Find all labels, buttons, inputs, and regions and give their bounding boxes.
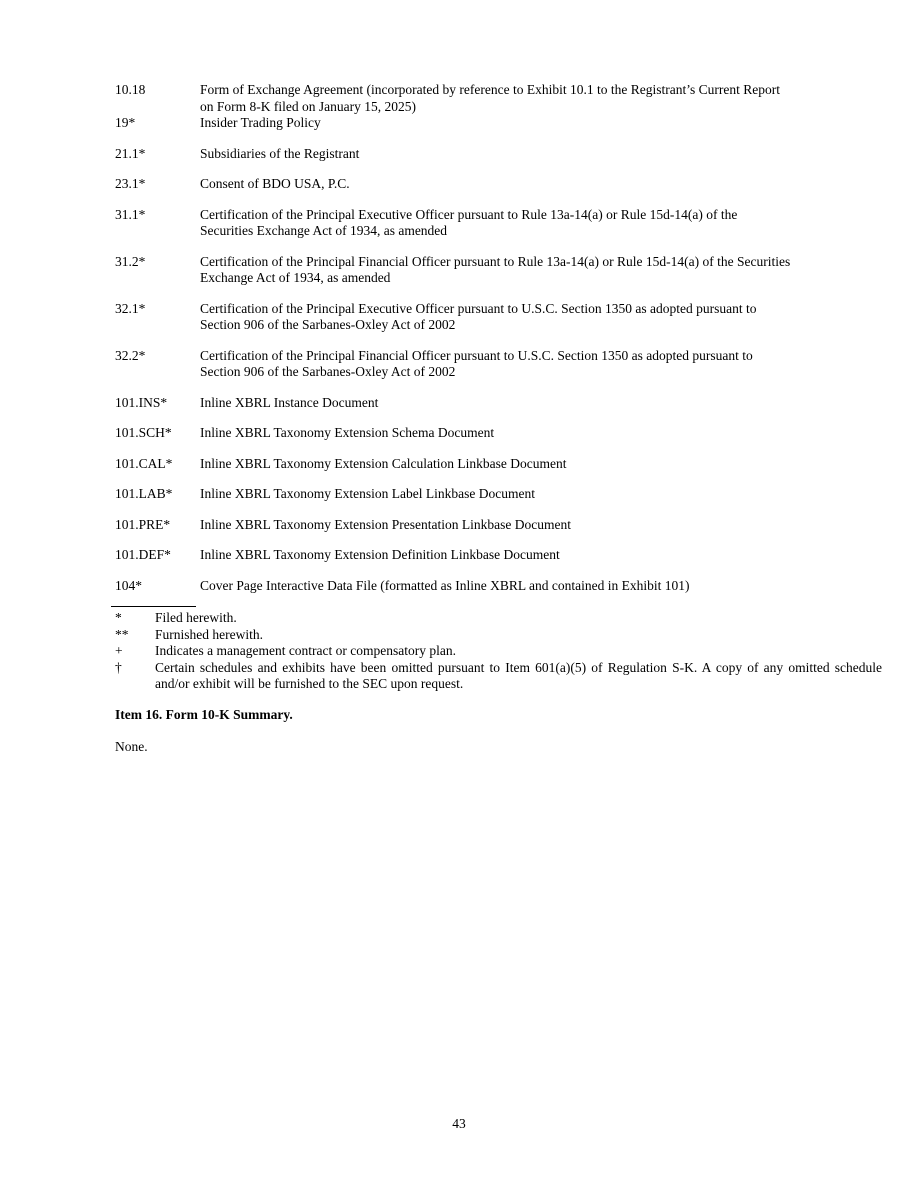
page-number: 43	[452, 1116, 466, 1131]
exhibit-number: 32.2*	[115, 347, 146, 363]
exhibit-number: 23.1*	[115, 176, 146, 191]
exhibit-row	[115, 547, 882, 564]
exhibit-row	[115, 115, 882, 132]
exhibit-number: 101.SCH*	[115, 425, 172, 440]
exhibit-row	[115, 578, 882, 595]
exhibit-number: 19*	[115, 115, 136, 130]
exhibit-list	[115, 82, 882, 594]
exhibit-description: Certification of the Principal Financial Officer pursuant to U.S.C. Section 1350 as adopted pursuant to Section 906 of the Sarbanes-Oxley Act of 2002	[200, 347, 753, 379]
exhibit-description: Inline XBRL Taxonomy Extension Schema Document	[200, 425, 495, 440]
exhibit-description: Inline XBRL Taxonomy Extension Definition Linkbase Document	[200, 547, 560, 562]
footnote-row	[115, 610, 882, 627]
exhibit-description: Certification of the Principal Executive Officer pursuant to U.S.C. Section 1350 as adopted pursuant to Section 906 of the Sarbanes-Oxley Act of 2002	[200, 300, 757, 332]
footnote-row	[115, 660, 882, 693]
exhibit-description: Form of Exchange Agreement (incorporated by reference to Exhibit 10.1 to the Registrant’s Current Report on Form 8-K filed on January 15, 2025)	[200, 82, 780, 114]
footnote-symbol: †	[115, 659, 122, 675]
footnote-symbol: **	[115, 626, 129, 642]
footnotes-section	[115, 607, 882, 693]
exhibit-row	[115, 395, 882, 412]
item16-body: None.	[115, 739, 148, 754]
exhibit-number: 31.1*	[115, 206, 146, 222]
footnote-text: Furnished herewith.	[155, 626, 263, 642]
exhibit-row	[115, 254, 882, 287]
exhibit-number: 101.LAB*	[115, 486, 173, 501]
footnote-symbol: *	[115, 610, 122, 625]
exhibit-row	[115, 456, 882, 473]
exhibit-number: 101.INS*	[115, 394, 168, 410]
exhibit-number: 32.1*	[115, 300, 146, 316]
item16-heading: Item 16. Form 10-K Summary.	[115, 706, 293, 722]
exhibit-description: Insider Trading Policy	[200, 115, 321, 130]
exhibit-row	[115, 348, 882, 381]
footnote-text: Indicates a management contract or compensatory plan.	[155, 643, 457, 658]
exhibit-number: 101.PRE*	[115, 516, 171, 532]
exhibit-row	[115, 517, 882, 534]
exhibit-description: Cover Page Interactive Data File (formatted as Inline XBRL and contained in Exhibit 101)	[200, 577, 690, 593]
exhibit-row	[115, 207, 882, 240]
exhibit-description: Subsidiaries of the Registrant	[200, 145, 360, 161]
exhibit-row	[115, 425, 882, 442]
exhibit-description: Consent of BDO USA, P.C.	[200, 176, 350, 191]
exhibit-row	[115, 301, 882, 334]
exhibit-number: 101.DEF*	[115, 547, 171, 562]
exhibit-number: 104*	[115, 577, 142, 593]
footnote-row	[115, 627, 882, 644]
exhibit-description: Certification of the Principal Financial Officer pursuant to Rule 13a-14(a) or Rule 15d-14(a) of the Securities Exchange Act of 1934, as amended	[200, 253, 791, 285]
footnote-row	[115, 643, 882, 660]
exhibit-row	[115, 486, 882, 503]
exhibit-number: 31.2*	[115, 253, 146, 269]
exhibit-row	[115, 176, 882, 193]
exhibit-row	[115, 82, 882, 115]
footnote-text: Certain schedules and exhibits have been omitted pursuant to Item 601(a)(5) of Regulation S-K. A copy of any omitted schedule and/or exhibit will be furnished to the SEC upon request.	[155, 659, 882, 691]
exhibit-number: 101.CAL*	[115, 455, 173, 471]
exhibit-description: Inline XBRL Taxonomy Extension Calculation Linkbase Document	[200, 455, 567, 471]
exhibit-number: 21.1*	[115, 145, 146, 161]
exhibit-description: Inline XBRL Taxonomy Extension Label Linkbase Document	[200, 486, 535, 501]
footnote-text: Filed herewith.	[155, 610, 237, 625]
exhibit-number: 10.18	[115, 82, 146, 97]
footnote-symbol: +	[115, 643, 123, 658]
exhibit-description: Inline XBRL Taxonomy Extension Presentation Linkbase Document	[200, 516, 571, 532]
exhibit-description: Inline XBRL Instance Document	[200, 394, 379, 410]
exhibit-row	[115, 146, 882, 163]
exhibit-description: Certification of the Principal Executive Officer pursuant to Rule 13a-14(a) or Rule 15d-14(a) of the Securities Exchange Act of 1934, as amended	[200, 206, 738, 238]
